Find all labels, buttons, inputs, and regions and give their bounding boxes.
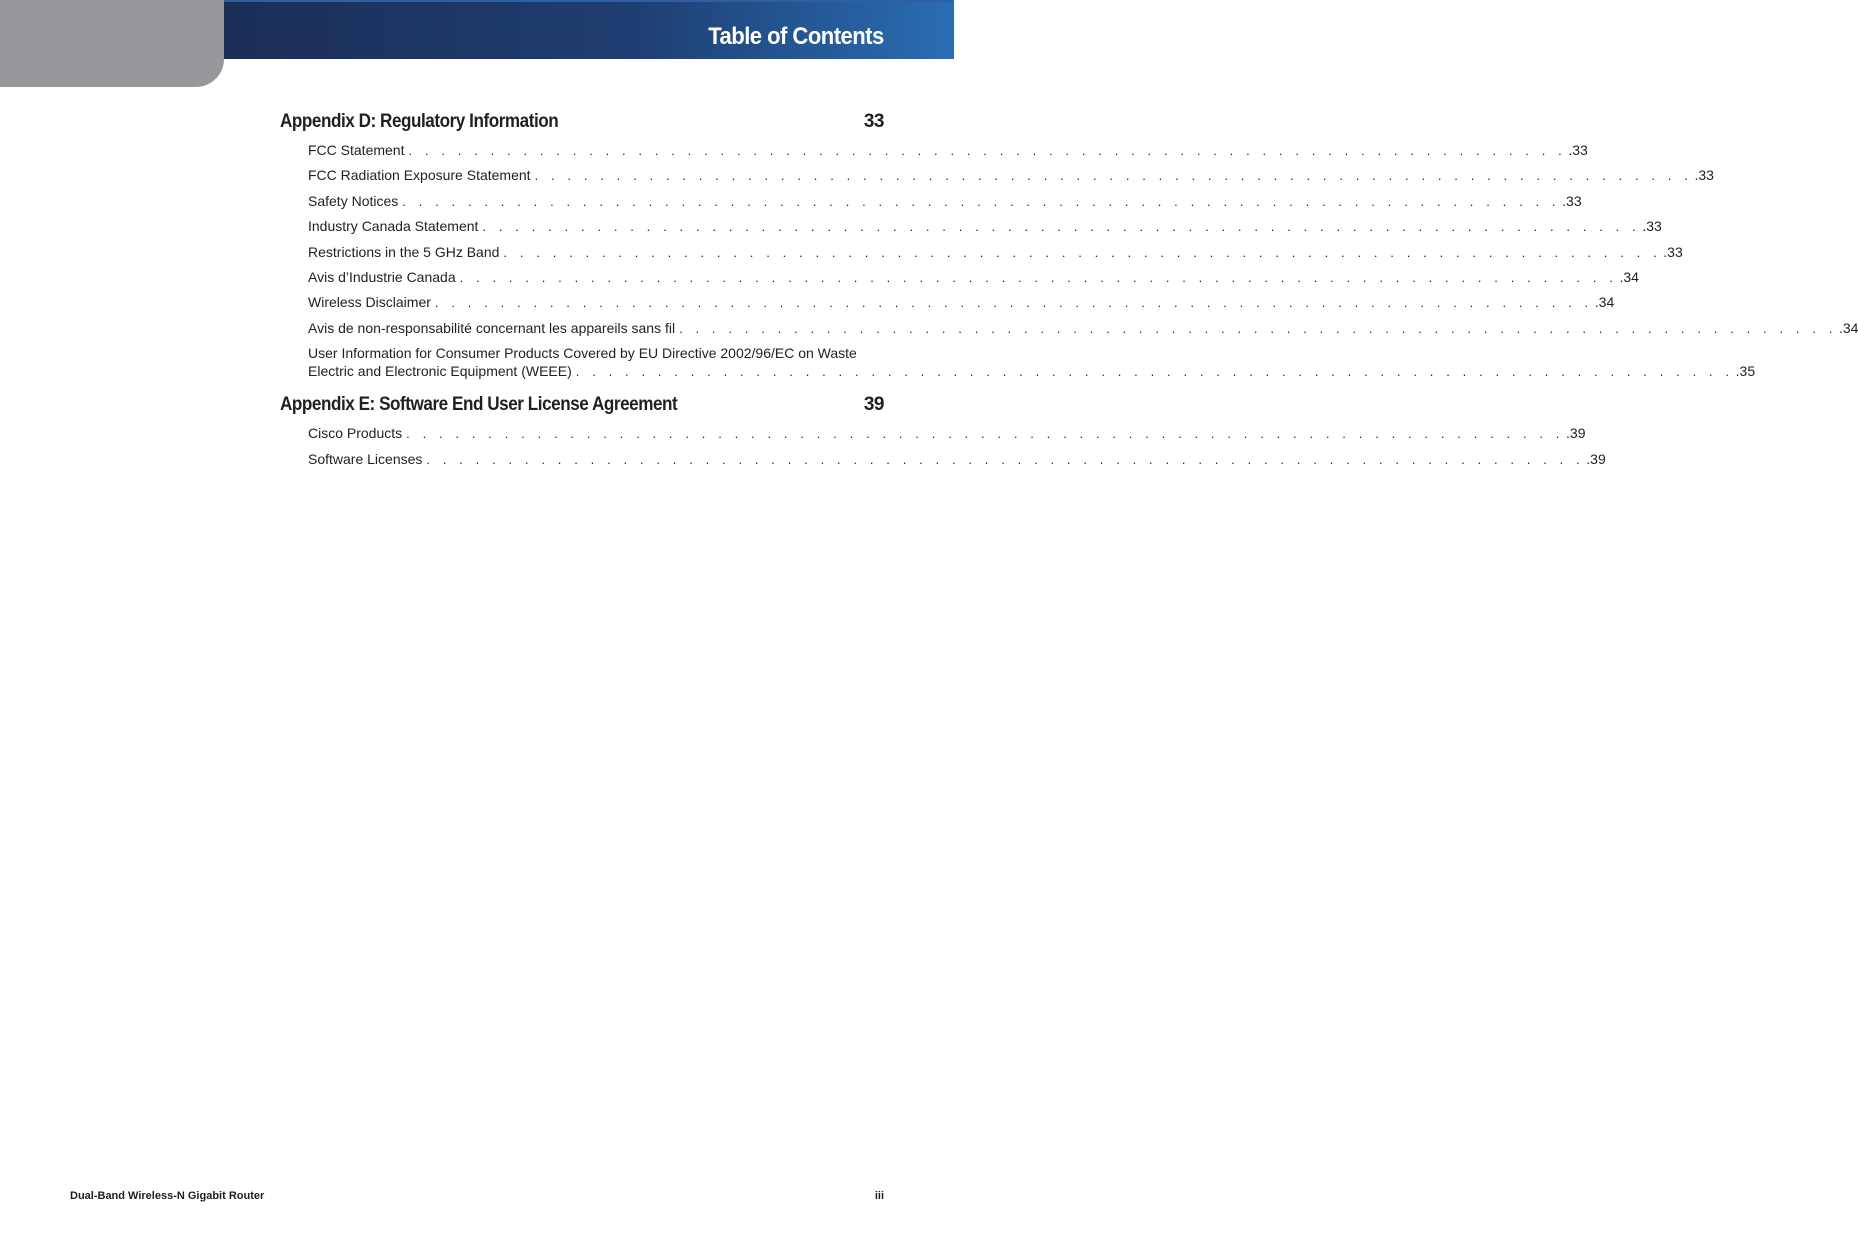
entry-label: FCC Radiation Exposure Statement — [308, 167, 531, 184]
toc-entry[interactable] — [308, 344, 1756, 381]
entry-page: .33 — [1694, 167, 1714, 184]
dot-leader: . . . . . . . . . . . . . . . . . . . . . . . . . . . . . . . . . . . . . . . . . . . . . . . . . . . . . . . . . . . . . . . . . . . . . . . — [679, 320, 1837, 336]
footer-page-number: iii — [874, 1190, 884, 1202]
entry-page: .39 — [1586, 450, 1606, 467]
entry-label: Restrictions in the 5 GHz Band — [308, 243, 500, 260]
table-of-contents — [280, 108, 1858, 479]
section-title: Appendix E: Software End User License Agreement — [280, 394, 678, 416]
entry-page: .34 — [1838, 319, 1858, 336]
footer-product-name: Dual-Band Wireless-N Gigabit Router — [70, 1190, 265, 1202]
dot-leader: . . . . . . . . . . . . . . . . . . . . . . . . . . . . . . . . . . . . . . . . . . . . . . . . . . . . . . . . . . . . . . . . . . . . . . . — [434, 295, 1593, 311]
dot-leader: . . . . . . . . . . . . . . . . . . . . . . . . . . . . . . . . . . . . . . . . . . . . . . . . . . . . . . . . . . . . . . . . . . . . . . . — [575, 364, 1734, 380]
entry-page: .34 — [1594, 294, 1615, 311]
toc-entry[interactable] — [308, 319, 1858, 338]
entry-label: Software Licenses — [308, 450, 423, 467]
entry-label: Avis d’Industrie Canada — [308, 268, 456, 285]
section-title: Appendix D: Regulatory Information — [280, 111, 559, 132]
entry-page: .33 — [1562, 192, 1582, 209]
entry-label: FCC Statement — [308, 142, 405, 158]
dot-leader: . . . . . . . . . . . . . . . . . . . . . . . . . . . . . . . . . . . . . . . . . . . . . . . . . . . . . . . . . . . . . . . . . . . . . . . — [503, 244, 1662, 260]
toc-section-appendix-d — [280, 108, 1858, 381]
page-title: Table of Contents — [708, 23, 884, 50]
section-page: 33 — [863, 111, 884, 132]
dot-leader: . . . . . . . . . . . . . . . . . . . . . . . . . . . . . . . . . . . . . . . . . . . . . . . . . . . . . . . . . . . . . . . . . . . . . . . — [459, 269, 1618, 285]
entry-page: .33 — [1568, 142, 1588, 158]
toc-entry[interactable] — [308, 192, 1582, 211]
toc-section-appendix-e — [280, 391, 1606, 468]
toc-section-heading[interactable] — [280, 108, 884, 136]
entry-label: Industry Canada Statement — [308, 218, 479, 235]
toc-entry[interactable] — [308, 293, 1615, 312]
entry-page: .33 — [1663, 243, 1683, 260]
entry-page: .34 — [1619, 268, 1639, 285]
dot-leader: . . . . . . . . . . . . . . . . . . . . . . . . . . . . . . . . . . . . . . . . . . . . . . . . . . . . . . . . . . . . . . . . . . . . . . . — [406, 426, 1565, 442]
entry-label: Safety Notices — [308, 192, 399, 209]
toc-entry[interactable] — [308, 424, 1586, 443]
entry-page: .33 — [1642, 218, 1662, 235]
toc-entry[interactable] — [308, 268, 1639, 287]
toc-entry[interactable] — [308, 141, 1588, 160]
entry-label: Wireless Disclaimer — [308, 294, 431, 311]
dot-leader: . . . . . . . . . . . . . . . . . . . . . . . . . . . . . . . . . . . . . . . . . . . . . . . . . . . . . . . . . . . . . . . . . . . . . . . — [402, 193, 1561, 209]
dot-leader: . . . . . . . . . . . . . . . . . . . . . . . . . . . . . . . . . . . . . . . . . . . . . . . . . . . . . . . . . . . . . . . . . . . . . . . — [534, 168, 1693, 184]
dot-leader: . . . . . . . . . . . . . . . . . . . . . . . . . . . . . . . . . . . . . . . . . . . . . . . . . . . . . . . . . . . . . . . . . . . . . . . — [408, 143, 1567, 158]
section-page: 39 — [863, 394, 884, 416]
toc-entry[interactable] — [308, 243, 1683, 262]
entry-page: .39 — [1566, 425, 1586, 442]
entry-label: Cisco Products — [308, 425, 403, 442]
header-gray-tab — [0, 0, 224, 87]
entry-label: Avis de non-responsabilité concernant les appareils sans fil — [308, 319, 676, 336]
entry-label: Electric and Electronic Equipment (WEEE) — [308, 363, 572, 380]
dot-leader: . . . . . . . . . . . . . . . . . . . . . . . . . . . . . . . . . . . . . . . . . . . . . . . . . . . . . . . . . . . . . . . . . . . . . . . — [482, 219, 1641, 235]
entry-page: .35 — [1735, 363, 1756, 380]
toc-section-heading[interactable] — [280, 391, 884, 419]
toc-entry[interactable] — [308, 166, 1714, 185]
toc-entry[interactable] — [308, 450, 1606, 469]
entry-label-line1: User Information for Consumer Products Covered by EU Directive 2002/96/EC on Waste — [308, 345, 857, 362]
header-title-bar — [224, 0, 954, 59]
dot-leader: . . . . . . . . . . . . . . . . . . . . . . . . . . . . . . . . . . . . . . . . . . . . . . . . . . . . . . . . . . . . . . . . . . . . . . . — [426, 451, 1585, 467]
toc-entry[interactable] — [308, 217, 1662, 236]
